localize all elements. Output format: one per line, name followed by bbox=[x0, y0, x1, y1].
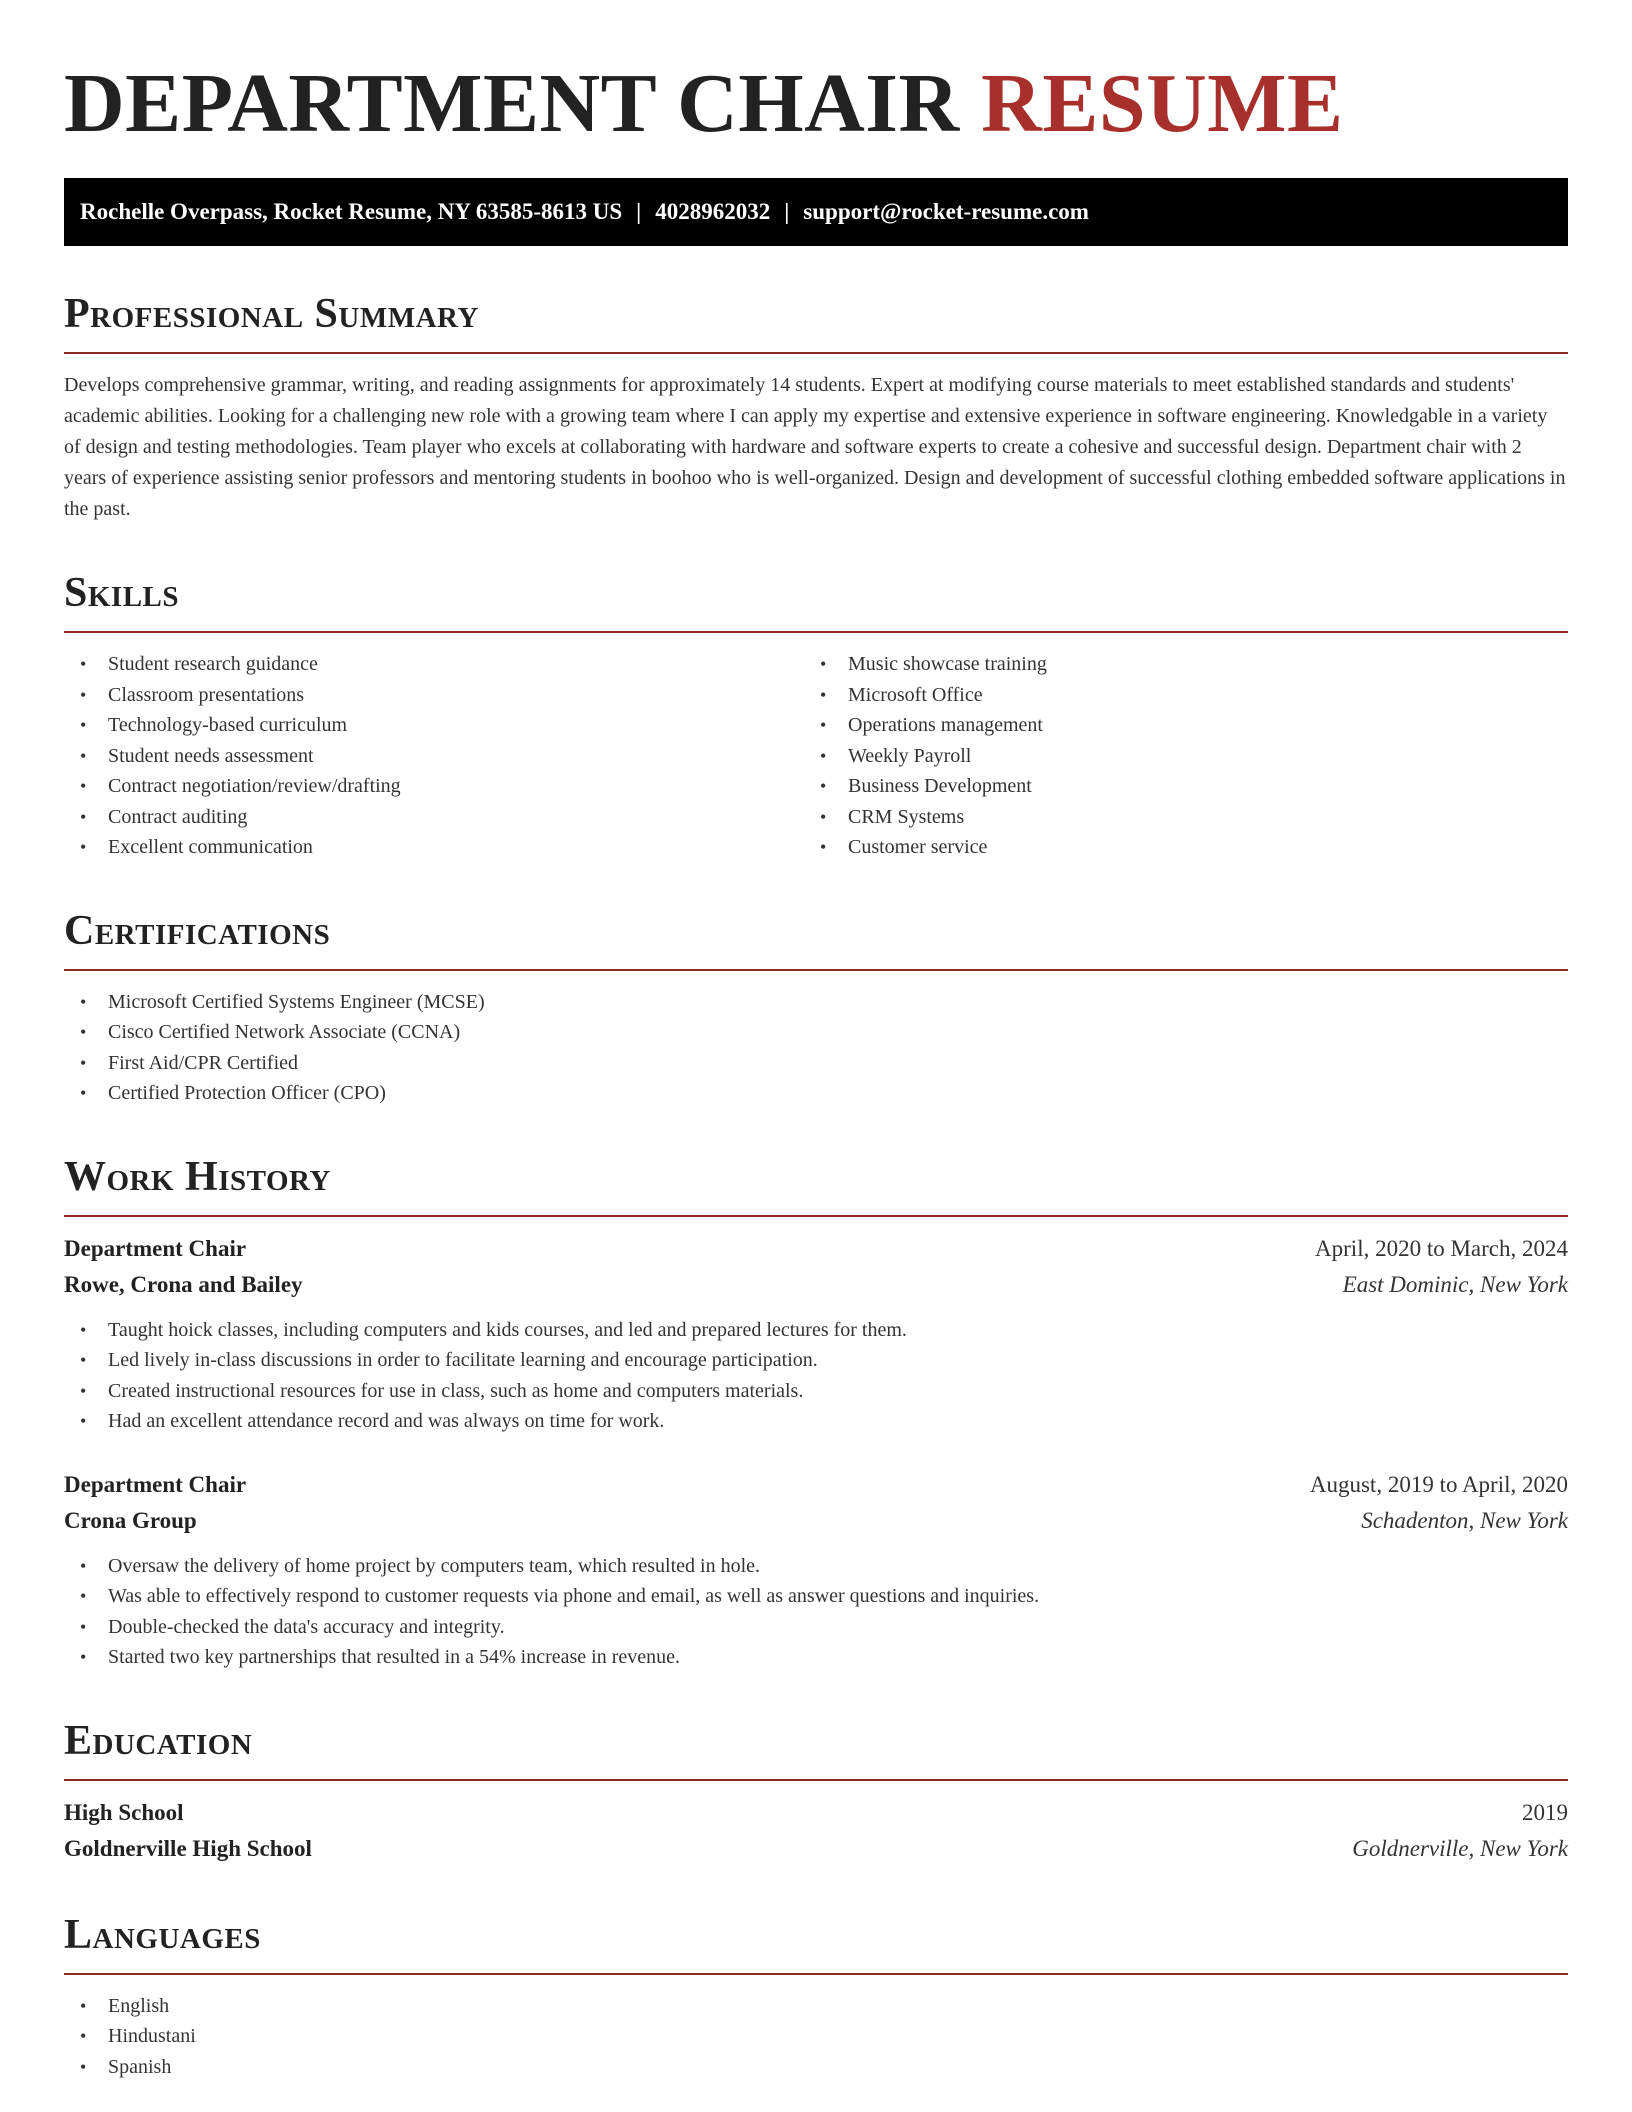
certification-item: • First Aid/CPR Certified bbox=[80, 1051, 299, 1074]
language-item: • Spanish bbox=[80, 2055, 172, 2078]
skill-item: • Contract auditing bbox=[80, 805, 248, 828]
contact-separator: | bbox=[636, 199, 642, 224]
job-duty-item: • Double-checked the data's accuracy and integrity. bbox=[80, 1615, 505, 1638]
section-heading-summary: Professional Summary bbox=[64, 291, 479, 337]
skill-item: • Contract negotiation/review/drafting bbox=[80, 775, 401, 797]
section-divider bbox=[64, 352, 1568, 354]
job-duty-item: • Created instructional resources for use in class, such as home and computers materials. bbox=[80, 1379, 804, 1402]
education-section bbox=[64, 1717, 1568, 1867]
job-location: Schadenton, New York bbox=[1361, 1507, 1568, 1533]
skill-item: • Classroom presentations bbox=[80, 683, 305, 706]
skills-list-left bbox=[64, 649, 804, 863]
job-duty-item: • Oversaw the delivery of home project by computers team, which resulted in hole. bbox=[80, 1554, 761, 1577]
skill-item: • Business Development bbox=[820, 775, 1032, 797]
section-heading-work-history: Work History bbox=[64, 1153, 331, 1200]
section-divider bbox=[64, 969, 1568, 971]
job-dates: August, 2019 to April, 2020 bbox=[1309, 1471, 1568, 1497]
job-duty-item: • Was able to effectively respond to customer requests via phone and email, as well as answer questions and inquiries. bbox=[80, 1585, 1040, 1607]
education-degree: High School bbox=[64, 1799, 184, 1825]
education-year: 2019 bbox=[1522, 1799, 1568, 1825]
section-divider bbox=[64, 1973, 1568, 1975]
contact-separator: | bbox=[784, 199, 790, 224]
languages-section bbox=[64, 1911, 1568, 2083]
skill-item: • Customer service bbox=[820, 836, 988, 858]
certification-item: • Certified Protection Officer (CPO) bbox=[80, 1082, 386, 1104]
job-entry bbox=[64, 1231, 1568, 1437]
contact-address: Rochelle Overpass, Rocket Resume, NY 63585-8613 US bbox=[80, 199, 623, 224]
skill-item: • CRM Systems bbox=[820, 805, 965, 828]
title-main: DEPARTMENT CHAIR bbox=[64, 57, 960, 150]
section-divider bbox=[64, 1215, 1568, 1217]
skills-list-right bbox=[804, 649, 1544, 863]
skills-column-left bbox=[64, 633, 804, 863]
title-accent: RESUME bbox=[981, 57, 1344, 150]
contact-bar bbox=[64, 178, 1568, 246]
job-location: East Dominic, New York bbox=[1342, 1271, 1568, 1297]
job-duty-item: • Had an excellent attendance record and was always on time for work. bbox=[80, 1410, 665, 1432]
language-item: • Hindustani bbox=[80, 2025, 196, 2047]
skill-item: • Weekly Payroll bbox=[820, 744, 972, 767]
section-divider bbox=[64, 1779, 1568, 1781]
job-title: Department Chair bbox=[64, 1471, 247, 1497]
skill-item: • Student needs assessment bbox=[80, 744, 314, 767]
work-history-section bbox=[64, 1153, 1568, 1673]
job-title: Department Chair bbox=[64, 1235, 247, 1261]
job-entry bbox=[64, 1467, 1568, 1673]
certification-item: • Cisco Certified Network Associate (CCNA) bbox=[80, 1021, 461, 1043]
contact-email[interactable]: support@rocket-resume.com bbox=[803, 199, 1089, 224]
skills-section bbox=[64, 569, 1568, 863]
certifications-section bbox=[64, 907, 1568, 1109]
section-heading-languages: Languages bbox=[64, 1911, 261, 1958]
summary-section bbox=[64, 290, 1568, 525]
summary-text: Develops comprehensive grammar, writing, and reading assignments for approximately 14 students. Expert at modifying course materials to meet established standards and students' academic abilities. Looking for a challenging new role with a growing team where I can apply my expertise and extensive experience in software engineering. Knowledgable in a variety of design and testing methodologies. Team player who excels at collaborating with hardware and software experts to create a cohesive and successful design. Department chair with 2 years of experience assisting senior professors and mentoring students in boohoo who is well-organized. Design and development of successful clothing embedded software applications in the past. bbox=[64, 374, 1566, 520]
certifications-list bbox=[64, 987, 1568, 1109]
job-duties-list bbox=[64, 1551, 1568, 1673]
skills-column-right bbox=[804, 633, 1544, 863]
skill-item: • Student research guidance bbox=[80, 653, 318, 675]
skill-item: • Music showcase training bbox=[820, 653, 1047, 675]
job-duty-item: • Taught hoick classes, including computers and kids courses, and led and prepared lectures for them. bbox=[80, 1318, 907, 1341]
languages-list bbox=[64, 1991, 1568, 2083]
job-duties-list bbox=[64, 1315, 1568, 1437]
resume-page bbox=[64, 0, 1568, 2082]
skills-columns bbox=[64, 633, 1568, 863]
education-school: Goldnerville High School bbox=[64, 1835, 312, 1861]
job-company: Crona Group bbox=[64, 1507, 197, 1533]
section-heading-education: Education bbox=[64, 1717, 253, 1764]
skill-item: • Operations management bbox=[820, 714, 1043, 736]
skill-item: • Excellent communication bbox=[80, 836, 313, 858]
education-entry bbox=[64, 1795, 1568, 1867]
skill-item: • Microsoft Office bbox=[820, 683, 983, 706]
education-location: Goldnerville, New York bbox=[1352, 1835, 1568, 1861]
job-duty-item: • Started two key partnerships that resulted in a 54% increase in revenue. bbox=[80, 1646, 681, 1668]
job-duty-item: • Led lively in-class discussions in order to facilitate learning and encourage participation. bbox=[80, 1349, 818, 1371]
job-dates: April, 2020 to March, 2024 bbox=[1315, 1235, 1568, 1261]
contact-phone[interactable]: 4028962032 bbox=[655, 199, 771, 224]
section-heading-certifications: Certifications bbox=[64, 907, 331, 954]
section-heading-skills: Skills bbox=[64, 570, 180, 616]
job-company: Rowe, Crona and Bailey bbox=[64, 1271, 303, 1297]
resume-title bbox=[64, 0, 1568, 152]
language-item: • English bbox=[80, 1994, 170, 2017]
certification-item: • Microsoft Certified Systems Engineer (MCSE) bbox=[80, 990, 485, 1013]
skill-item: • Technology-based curriculum bbox=[80, 714, 348, 736]
